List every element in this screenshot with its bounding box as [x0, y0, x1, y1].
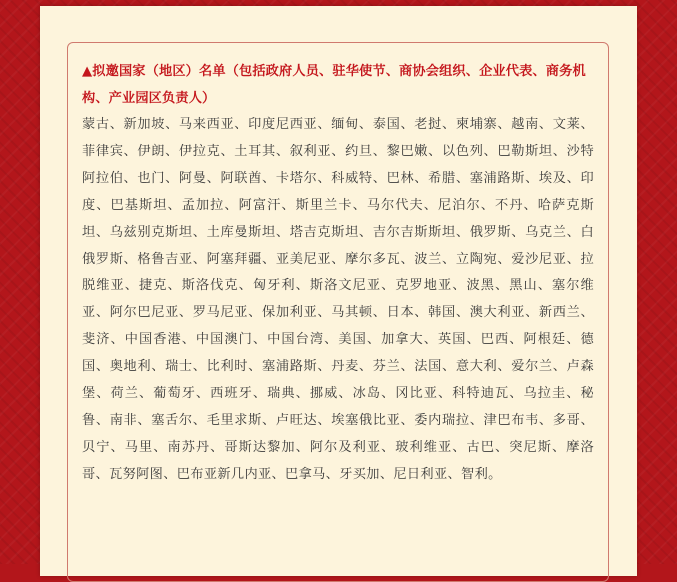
content-paper: [40, 6, 637, 576]
invited-countries-card: [67, 42, 609, 582]
section-heading: ▲拟邀国家（地区）名单（包括政府人员、驻华使节、商协会组织、企业代表、商务机构、产业园区负责人）: [82, 64, 586, 106]
country-list: 蒙古、新加坡、马来西亚、印度尼西亚、缅甸、泰国、老挝、柬埔寨、越南、文莱、菲律宾、伊朗、伊拉克、土耳其、叙利亚、约旦、黎巴嫩、以色列、巴勒斯坦、沙特阿拉伯、也门、阿曼、阿联酋、卡塔尔、科威特、巴林、希腊、塞浦路斯、埃及、印度、巴基斯坦、孟加拉、阿富汗、斯里兰卡、马尔代夫、尼泊尔、不丹、哈萨克斯坦、乌兹别克斯坦、土库曼斯坦、塔吉克斯坦、吉尔吉斯斯坦、俄罗斯、乌克兰、白俄罗斯、格鲁吉亚、阿塞拜疆、亚美尼亚、摩尔多瓦、波兰、立陶宛、爱沙尼亚、拉脱维亚、捷克、斯洛伐克、匈牙利、斯洛文尼亚、克罗地亚、波黑、黑山、塞尔维亚、阿尔巴尼亚、罗马尼亚、保加利亚、马其顿、日本、韩国、澳大利亚、新西兰、斐济、中国香港、中国澳门、中国台湾、美国、加拿大、英国、巴西、阿根廷、德国、奥地利、瑞士、比利时、塞浦路斯、丹麦、芬兰、法国、意大利、爱尔兰、卢森堡、荷兰、葡萄牙、西班牙、瑞典、挪威、冰岛、冈比亚、科特迪瓦、乌拉圭、秘鲁、南非、塞舌尔、毛里求斯、卢旺达、埃塞俄比亚、委内瑞拉、津巴布韦、多哥、贝宁、马里、南苏丹、哥斯达黎加、阿尔及利亚、玻利维亚、古巴、突尼斯、摩洛哥、瓦努阿图、巴布亚新几内亚、巴拿马、牙买加、尼日利亚、智利。: [82, 117, 594, 482]
